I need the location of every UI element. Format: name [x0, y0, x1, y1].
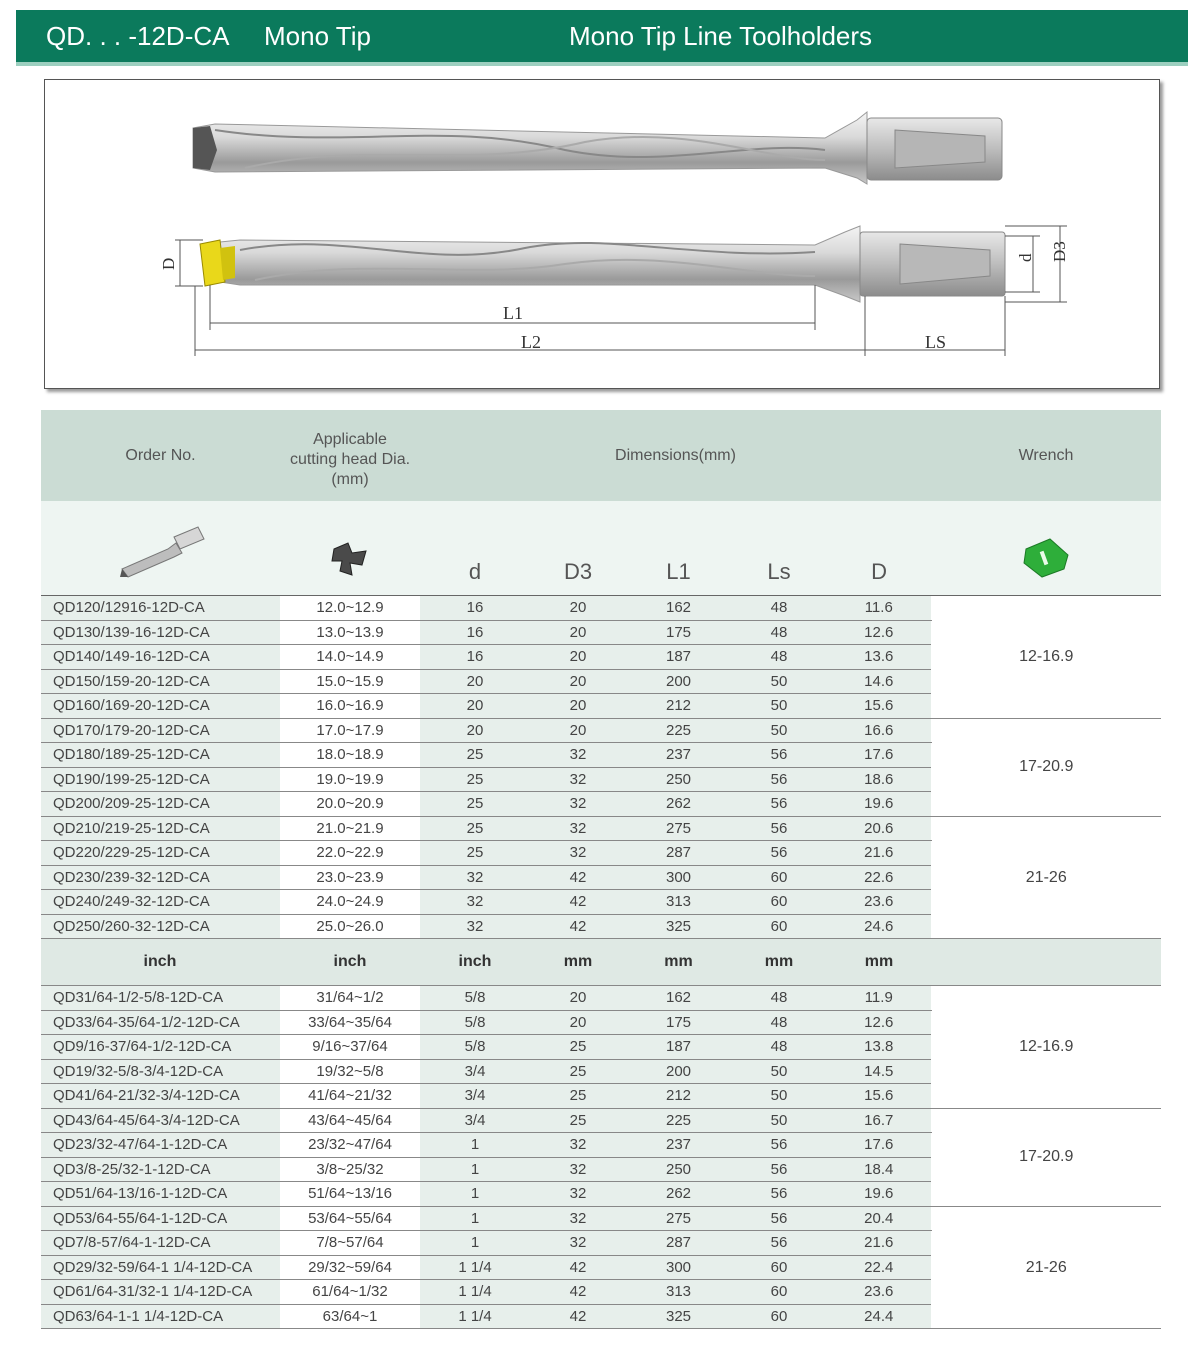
applicable-dia-cell: 63/64~1	[280, 1304, 420, 1329]
page-title: Mono Tip Line Toolholders	[569, 21, 873, 51]
order-no-cell: QD130/139-16-12D-CA	[41, 620, 280, 645]
L1-cell: 262	[626, 1182, 731, 1207]
d-cell: 25	[420, 767, 530, 792]
applicable-dia-cell: 19/32~5/8	[280, 1059, 420, 1084]
d-cell: 1	[420, 1231, 530, 1256]
D3-cell: 32	[530, 1231, 626, 1256]
D3-cell: 42	[530, 890, 626, 915]
D3-cell: 25	[530, 1059, 626, 1084]
D-cell: 18.6	[827, 767, 931, 792]
table-row	[41, 1108, 1161, 1133]
D3-cell: 32	[530, 816, 626, 841]
header-applicable-line2: cutting head Dia.(mm)	[289, 451, 411, 488]
L1-cell: 237	[626, 743, 731, 768]
table-row	[41, 1206, 1161, 1231]
D-cell: 21.6	[827, 1231, 931, 1256]
table-row	[41, 816, 1161, 841]
order-no-cell: QD7/8-57/64-1-12D-CA	[41, 1231, 280, 1256]
D-cell: 19.6	[827, 1182, 931, 1207]
series-code: QD. . . -12D-CA	[46, 21, 230, 51]
Ls-cell: 60	[731, 890, 827, 915]
L1-cell: 187	[626, 1035, 731, 1060]
D3-cell: 25	[530, 1035, 626, 1060]
header-icon-row	[41, 501, 1161, 596]
Ls-cell: 60	[731, 1280, 827, 1305]
order-no-cell: QD240/249-32-12D-CA	[41, 890, 280, 915]
order-no-cell: QD160/169-20-12D-CA	[41, 694, 280, 719]
L1-cell: 250	[626, 767, 731, 792]
L1-cell: 175	[626, 620, 731, 645]
applicable-dia-cell: 51/64~13/16	[280, 1182, 420, 1207]
d-cell: 1 1/4	[420, 1255, 530, 1280]
D-cell: 20.4	[827, 1206, 931, 1231]
L1-cell: 212	[626, 1084, 731, 1109]
Ls-cell: 48	[731, 645, 827, 670]
cutting-head-icon	[328, 539, 372, 579]
title-banner	[16, 10, 1188, 62]
D-cell: 24.6	[827, 914, 931, 939]
applicable-dia-cell: 15.0~15.9	[280, 669, 420, 694]
L1-cell: 162	[626, 986, 731, 1011]
Ls-cell: 50	[731, 1059, 827, 1084]
D3-cell: 32	[530, 792, 626, 817]
d-cell: 5/8	[420, 1010, 530, 1035]
D-cell: 13.6	[827, 645, 931, 670]
order-no-cell: QD190/199-25-12D-CA	[41, 767, 280, 792]
L1-cell: 313	[626, 890, 731, 915]
order-no-cell: QD41/64-21/32-3/4-12D-CA	[41, 1084, 280, 1109]
Ls-cell: 56	[731, 1157, 827, 1182]
d-cell: 25	[420, 743, 530, 768]
order-no-cell: QD9/16-37/64-1/2-12D-CA	[41, 1035, 280, 1060]
d-cell: 16	[420, 645, 530, 670]
Ls-cell: 56	[731, 816, 827, 841]
d-cell: 20	[420, 669, 530, 694]
applicable-dia-cell: 33/64~35/64	[280, 1010, 420, 1035]
D3-cell: 42	[530, 914, 626, 939]
d-cell: 3/4	[420, 1084, 530, 1109]
Ls-cell: 60	[731, 865, 827, 890]
wrench-size-cell: 17-20.9	[931, 718, 1161, 816]
header-wrench: Wrench	[931, 410, 1161, 501]
banner-underline	[16, 62, 1188, 66]
label-D3: D3	[1050, 241, 1069, 262]
D-cell: 22.4	[827, 1255, 931, 1280]
d-cell: 3/4	[420, 1059, 530, 1084]
d-cell: 3/4	[420, 1108, 530, 1133]
L1-cell: 275	[626, 1206, 731, 1231]
order-no-cell: QD200/209-25-12D-CA	[41, 792, 280, 817]
wrench-icon-cell	[931, 501, 1161, 596]
applicable-dia-cell: 23.0~23.9	[280, 865, 420, 890]
applicable-dia-cell: 41/64~21/32	[280, 1084, 420, 1109]
applicable-dia-cell: 22.0~22.9	[280, 841, 420, 866]
applicable-dia-cell: 14.0~14.9	[280, 645, 420, 670]
D-cell: 24.4	[827, 1304, 931, 1329]
D3-cell: 20	[530, 718, 626, 743]
applicable-dia-cell: 61/64~1/32	[280, 1280, 420, 1305]
header-L1: L1	[626, 501, 731, 596]
D-cell: 11.9	[827, 986, 931, 1011]
header-d: d	[420, 501, 530, 596]
d-cell: 25	[420, 792, 530, 817]
L1-cell: 250	[626, 1157, 731, 1182]
order-no-cell: QD33/64-35/64-1/2-12D-CA	[41, 1010, 280, 1035]
applicable-dia-cell: 24.0~24.9	[280, 890, 420, 915]
Ls-cell: 56	[731, 1133, 827, 1158]
L1-cell: 200	[626, 669, 731, 694]
order-no-cell: QD3/8-25/32-1-12D-CA	[41, 1157, 280, 1182]
order-no-cell: QD170/179-20-12D-CA	[41, 718, 280, 743]
order-no-cell: QD220/229-25-12D-CA	[41, 841, 280, 866]
applicable-dia-cell: 9/16~37/64	[280, 1035, 420, 1060]
header-D: D	[827, 501, 931, 596]
header-order: Order No.	[41, 410, 280, 501]
D-cell: 12.6	[827, 1010, 931, 1035]
table-row	[41, 718, 1161, 743]
applicable-dia-cell: 17.0~17.9	[280, 718, 420, 743]
Ls-cell: 56	[731, 841, 827, 866]
applicable-dia-cell: 20.0~20.9	[280, 792, 420, 817]
d-cell: 1 1/4	[420, 1280, 530, 1305]
wrench-size-cell: 21-26	[931, 1206, 1161, 1329]
D-cell: 17.6	[827, 1133, 931, 1158]
d-cell: 1	[420, 1157, 530, 1182]
D-cell: 19.6	[827, 792, 931, 817]
D3-cell: 42	[530, 865, 626, 890]
Ls-cell: 48	[731, 986, 827, 1011]
D-cell: 20.6	[827, 816, 931, 841]
Ls-cell: 60	[731, 914, 827, 939]
order-no-cell: QD29/32-59/64-1 1/4-12D-CA	[41, 1255, 280, 1280]
wrench-icon	[1020, 535, 1072, 579]
d-cell: 32	[420, 890, 530, 915]
applicable-dia-cell: 7/8~57/64	[280, 1231, 420, 1256]
order-no-cell: QD120/12916-12D-CA	[41, 596, 280, 621]
label-L1: L1	[503, 303, 523, 323]
header-row	[41, 410, 1161, 501]
d-cell: 20	[420, 718, 530, 743]
d-cell: 1	[420, 1206, 530, 1231]
d-cell: 1 1/4	[420, 1304, 530, 1329]
applicable-dia-cell: 29/32~59/64	[280, 1255, 420, 1280]
Ls-cell: 56	[731, 767, 827, 792]
order-no-cell: QD43/64-45/64-3/4-12D-CA	[41, 1108, 280, 1133]
toolholder-diagram	[44, 79, 1160, 389]
D-cell: 16.7	[827, 1108, 931, 1133]
L1-cell: 237	[626, 1133, 731, 1158]
L1-cell: 225	[626, 1108, 731, 1133]
dimensions-table	[41, 410, 1161, 1329]
D3-cell: 42	[530, 1255, 626, 1280]
D3-cell: 32	[530, 743, 626, 768]
L1-cell: 325	[626, 1304, 731, 1329]
L1-cell: 262	[626, 792, 731, 817]
D3-cell: 20	[530, 596, 626, 621]
L1-cell: 313	[626, 1280, 731, 1305]
unit-cell-empty	[931, 939, 1161, 986]
L1-cell: 275	[626, 816, 731, 841]
label-L2: L2	[521, 332, 541, 352]
L1-cell: 300	[626, 1255, 731, 1280]
cutting-head-icon-cell	[280, 501, 420, 596]
dimensions-table-wrap	[41, 410, 1161, 1329]
L1-cell: 175	[626, 1010, 731, 1035]
Ls-cell: 48	[731, 596, 827, 621]
D3-cell: 32	[530, 1182, 626, 1207]
applicable-dia-cell: 13.0~13.9	[280, 620, 420, 645]
Ls-cell: 56	[731, 1182, 827, 1207]
Ls-cell: 50	[731, 718, 827, 743]
D3-cell: 25	[530, 1084, 626, 1109]
label-D: D	[159, 257, 178, 270]
D-cell: 12.6	[827, 620, 931, 645]
wrench-size-cell: 17-20.9	[931, 1108, 1161, 1206]
order-no-cell: QD210/219-25-12D-CA	[41, 816, 280, 841]
d-cell: 25	[420, 816, 530, 841]
d-cell: 20	[420, 694, 530, 719]
unit-cell: mm	[530, 939, 626, 986]
unit-cell: mm	[626, 939, 731, 986]
unit-cell: inch	[41, 939, 280, 986]
table-row	[41, 596, 1161, 621]
applicable-dia-cell: 18.0~18.9	[280, 743, 420, 768]
Ls-cell: 60	[731, 1255, 827, 1280]
D3-cell: 32	[530, 1206, 626, 1231]
applicable-dia-cell: 43/64~45/64	[280, 1108, 420, 1133]
applicable-dia-cell: 25.0~26.0	[280, 914, 420, 939]
applicable-dia-cell: 53/64~55/64	[280, 1206, 420, 1231]
Ls-cell: 48	[731, 620, 827, 645]
header-applicable	[280, 410, 420, 501]
order-no-cell: QD19/32-5/8-3/4-12D-CA	[41, 1059, 280, 1084]
D-cell: 15.6	[827, 1084, 931, 1109]
header-applicable-line1: Applicable	[313, 431, 387, 448]
D-cell: 15.6	[827, 694, 931, 719]
D3-cell: 20	[530, 669, 626, 694]
D3-cell: 20	[530, 645, 626, 670]
Ls-cell: 50	[731, 1108, 827, 1133]
D-cell: 21.6	[827, 841, 931, 866]
D-cell: 23.6	[827, 890, 931, 915]
applicable-dia-cell: 12.0~12.9	[280, 596, 420, 621]
d-cell: 16	[420, 596, 530, 621]
D-cell: 23.6	[827, 1280, 931, 1305]
D3-cell: 32	[530, 841, 626, 866]
Ls-cell: 56	[731, 1206, 827, 1231]
applicable-dia-cell: 3/8~25/32	[280, 1157, 420, 1182]
Ls-cell: 48	[731, 1010, 827, 1035]
wrench-size-cell: 21-26	[931, 816, 1161, 939]
unit-cell: inch	[420, 939, 530, 986]
D3-cell: 32	[530, 1157, 626, 1182]
order-no-cell: QD150/159-20-12D-CA	[41, 669, 280, 694]
order-no-cell: QD230/239-32-12D-CA	[41, 865, 280, 890]
tool-3d-view	[193, 112, 1002, 184]
d-cell: 5/8	[420, 986, 530, 1011]
unit-cell: mm	[827, 939, 931, 986]
D3-cell: 25	[530, 1108, 626, 1133]
header-D3: D3	[530, 501, 626, 596]
order-no-cell: QD53/64-55/64-1-12D-CA	[41, 1206, 280, 1231]
D-cell: 11.6	[827, 596, 931, 621]
applicable-dia-cell: 21.0~21.9	[280, 816, 420, 841]
D3-cell: 20	[530, 986, 626, 1011]
D3-cell: 20	[530, 620, 626, 645]
D3-cell: 20	[530, 1010, 626, 1035]
L1-cell: 187	[626, 645, 731, 670]
unit-cell: mm	[731, 939, 827, 986]
Ls-cell: 50	[731, 694, 827, 719]
order-no-cell: QD23/32-47/64-1-12D-CA	[41, 1133, 280, 1158]
Ls-cell: 50	[731, 1084, 827, 1109]
L1-cell: 225	[626, 718, 731, 743]
D-cell: 13.8	[827, 1035, 931, 1060]
D-cell: 14.5	[827, 1059, 931, 1084]
Ls-cell: 56	[731, 1231, 827, 1256]
D-cell: 18.4	[827, 1157, 931, 1182]
order-no-cell: QD250/260-32-12D-CA	[41, 914, 280, 939]
Ls-cell: 56	[731, 743, 827, 768]
applicable-dia-cell: 16.0~16.9	[280, 694, 420, 719]
d-cell: 1	[420, 1133, 530, 1158]
order-no-cell: QD61/64-31/32-1 1/4-12D-CA	[41, 1280, 280, 1305]
Ls-cell: 60	[731, 1304, 827, 1329]
series-type: Mono Tip	[264, 21, 371, 51]
L1-cell: 300	[626, 865, 731, 890]
L1-cell: 212	[626, 694, 731, 719]
toolholder-icon	[116, 523, 206, 579]
L1-cell: 200	[626, 1059, 731, 1084]
header-dimensions: Dimensions(mm)	[420, 410, 931, 501]
label-LS: LS	[925, 332, 947, 352]
Ls-cell: 50	[731, 669, 827, 694]
D3-cell: 20	[530, 694, 626, 719]
D3-cell: 32	[530, 1133, 626, 1158]
order-no-cell: QD63/64-1-1 1/4-12D-CA	[41, 1304, 280, 1329]
D3-cell: 42	[530, 1280, 626, 1305]
toolholder-icon-cell	[41, 501, 280, 596]
wrench-size-cell: 12-16.9	[931, 596, 1161, 719]
applicable-dia-cell: 19.0~19.9	[280, 767, 420, 792]
toolholder-drawing	[45, 80, 1159, 388]
label-d: d	[1016, 253, 1035, 262]
L1-cell: 325	[626, 914, 731, 939]
header-Ls: Ls	[731, 501, 827, 596]
applicable-dia-cell: 31/64~1/2	[280, 986, 420, 1011]
table-row	[41, 986, 1161, 1011]
applicable-dia-cell: 23/32~47/64	[280, 1133, 420, 1158]
order-no-cell: QD31/64-1/2-5/8-12D-CA	[41, 986, 280, 1011]
unit-row	[41, 939, 1161, 986]
d-cell: 32	[420, 865, 530, 890]
D-cell: 16.6	[827, 718, 931, 743]
D-cell: 14.6	[827, 669, 931, 694]
D-cell: 22.6	[827, 865, 931, 890]
D3-cell: 42	[530, 1304, 626, 1329]
d-cell: 1	[420, 1182, 530, 1207]
d-cell: 5/8	[420, 1035, 530, 1060]
d-cell: 25	[420, 841, 530, 866]
Ls-cell: 56	[731, 792, 827, 817]
L1-cell: 287	[626, 841, 731, 866]
wrench-size-cell: 12-16.9	[931, 986, 1161, 1109]
unit-cell: inch	[280, 939, 420, 986]
order-no-cell: QD180/189-25-12D-CA	[41, 743, 280, 768]
D-cell: 17.6	[827, 743, 931, 768]
D3-cell: 32	[530, 767, 626, 792]
tool-side-view	[159, 226, 1069, 356]
d-cell: 32	[420, 914, 530, 939]
Ls-cell: 48	[731, 1035, 827, 1060]
L1-cell: 162	[626, 596, 731, 621]
order-no-cell: QD140/149-16-12D-CA	[41, 645, 280, 670]
order-no-cell: QD51/64-13/16-1-12D-CA	[41, 1182, 280, 1207]
d-cell: 16	[420, 620, 530, 645]
L1-cell: 287	[626, 1231, 731, 1256]
